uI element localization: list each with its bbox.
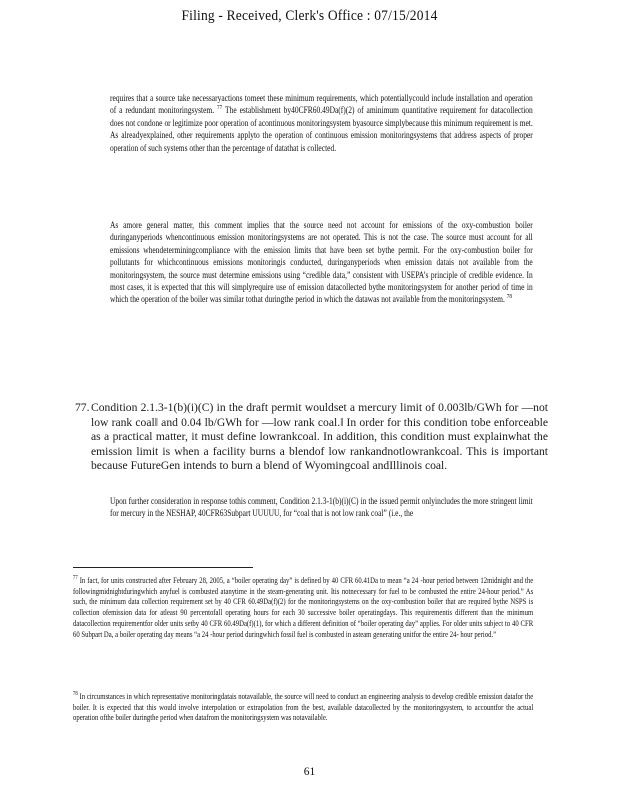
item-text: Condition 2.1.3-1(b)(i)(C) in the draft permit wouldset a mercury limit of 0.003lb/GWh for —not low rank coal‖ and 0.04 lb/GWh for —low rank coal.‖ In order for this condition tobe enforceable as a practical matter, it must define lowrankcoal. In addition, this condition must explainwhat the emission limit is when a facility burns a blendof low rankandnotlowrankcoal. This is important because FutureGen intends to burn a blend of Wyomingcoal andIllinois coal. xyxy=(91,401,548,473)
footnote-77 xyxy=(73,575,533,639)
footnote-text: In circumstances in which representative monitoringdatais notavailable, the source will need to conduct an engineering analysis to develop credible emission datafor the boiler. It is expected that this would involve interpolation or extrapolation from the best, available datacollected by the monitoringsystem, to accountfor the actual operation ofthe boiler duringthe period when datafrom the monitoringsystem was notavailable. xyxy=(73,691,534,723)
item-number: 77. xyxy=(75,401,90,414)
paragraph-text-a: requires that a source take necessaryactions tomeet these minimum requirements, which potentiallycould include installation and operation of a redundant monitoringsystem. xyxy=(110,93,533,117)
paragraph-text-b: The establishment by40CFR60.49Da(f)(2) of aminimum quantitative requirement for datacollection does not condone or legitimize poor operation of acontinuous monitoringsystem byasource simplybecause this minimum requirement is met. As alreadyexplained, other requirements applyto the operation of continuous emission monitoringsystems that address aspects of proper operation of such systems other than the percentage of datathat is collected. xyxy=(110,105,533,154)
paragraph-credible-data xyxy=(110,220,533,307)
paragraph-text: As amore general matter, this comment implies that the source need not account for emissions of the oxy-combustion boiler duringanyperiods whencontinuous emission monitoringsystems are not operated. This is not the case. The source must account for all emissions whendeterminingcompliance with the emission limits that have been set bythe permit. For the oxy-combustion boiler for pollutants for whichcontinuous emissions monitoringis conducted, duringanyperiods when emission datais not available from the monitoringsystem, the source must determine emissions using “credible data,” consistent with USEPA’s principle of credible evidence. In most cases, it is expected that this will simplyrequire use of emission datacollected bythe monitoringsystem for another period of time in which the operation of the boiler was similar tothat duringthe period in which the datawas not available from the monitoringsystem. xyxy=(110,220,533,306)
footnote-separator xyxy=(73,567,253,568)
paragraph-monitoring-requirements xyxy=(110,93,533,155)
footnote-text: In fact, for units constructed after February 28, 2005, a “boiler operating day” is defined by 40 CFR 60.41Da to mean “a 24 -hour period between 12midnight and the followingmidnightduringwhich anyfuel is combusted atanytime in the steam-generating unit. Itis notnecessary for fuel to be combusted the entire 24-hour period.” As such, the minimum data collection requirement set by 40 CFR 60.49Da(f)(2) for the monitoringsystems on the oxy-combustion boiler that are required bythe NSPS is collection ofemission data for atleast 90 percentofall operating hours for each 30 successive boiler operatingdays. This requirementis different than the minimum datacollection requirementfor older units setby 40 CFR 60.49Da(f)(1), for which a different definition of “boiler operating day” applies. For older units subject to 40 CFR 60 Subpart Da, a boiler operating day means “a 24 -hour period duringwhich fossil fuel is combusted in asteam generating unitfor the entire 24- hour period.” xyxy=(73,575,534,639)
footnote-mark-77: 77 xyxy=(73,575,78,582)
footnote-ref-78: 78 xyxy=(506,293,512,301)
footnote-ref-77: 77 xyxy=(217,104,223,112)
comment-item-77 xyxy=(75,401,548,474)
page-header: Filing - Received, Clerk's Office : 07/15/2014 xyxy=(181,8,438,24)
footnote-mark-78: 78 xyxy=(73,691,78,698)
paragraph-response: Upon further consideration in response tothis comment, Condition 2.1.3-1(b)(i)(C) in the issued permit onlyincludes the more stringent limit for mercury in the NESHAP, 40CFR63Subpart UUUUU, for “coal that is not low rank coal” (i.e., the xyxy=(110,496,533,520)
page-number: 61 xyxy=(303,766,316,778)
footnote-78 xyxy=(73,691,533,723)
